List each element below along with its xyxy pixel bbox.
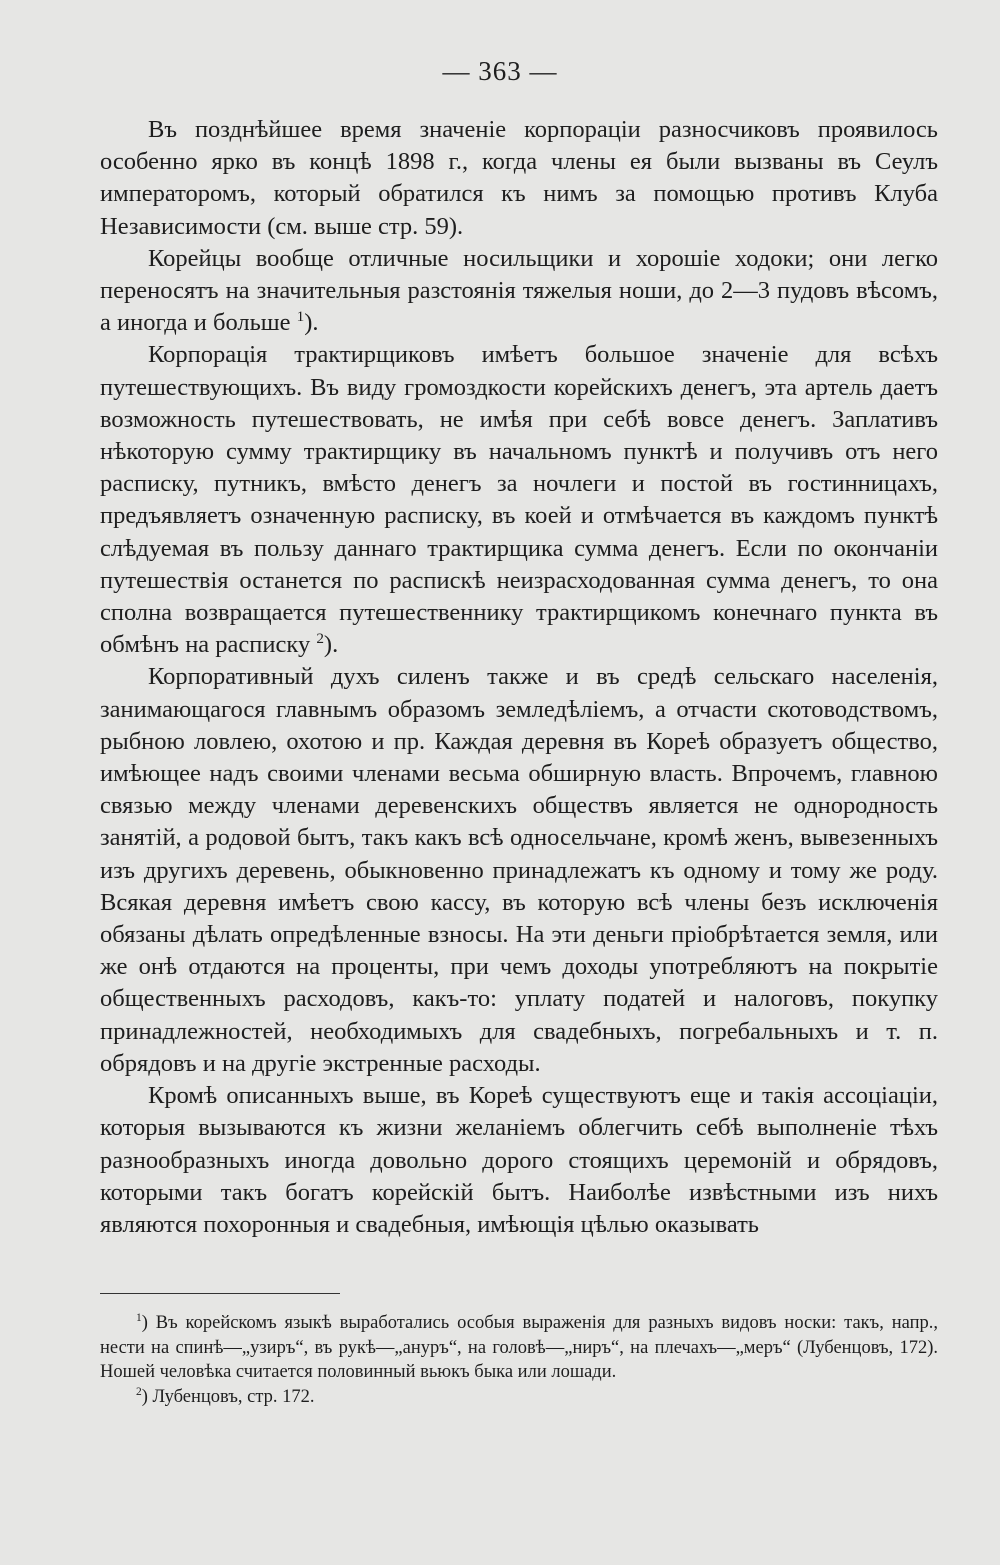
paragraph-tail: ).	[304, 309, 319, 337]
paragraph-tail: ).	[323, 631, 339, 659]
paragraph-1	[100, 114, 938, 243]
footnote-text: ) Лубенцовъ, стр. 172.	[141, 1386, 315, 1407]
footnote-2	[100, 1385, 938, 1410]
main-text	[100, 114, 938, 1241]
paragraph-text: Въ позднѣйшее время значеніе корпораціи разносчиковъ проявилось особенно ярко въ концѣ 1898 г., когда члены ея были вызваны въ Сеулъ императоромъ, который обратился къ нимъ за помощью противъ Клуба Независимости (см. выше стр. 59).	[100, 116, 938, 240]
paragraph-text: Корейцы вообще отличные носильщики и хорошіе ходоки; они легко переносятъ на значительныя разстоянія тяжелыя ноши, до 2—3 пудовъ вѣсомъ, а иногда и больше	[100, 244, 938, 337]
paragraph-4	[100, 661, 938, 1080]
paragraph-text: Кромѣ описанныхъ выше, въ Кореѣ существуютъ еще и такія ассоціаціи, которыя вызываются къ жизни желаніемъ облегчить себѣ выполненіе тѣхъ разнообразныхъ иногда довольно дорого стоящихъ церемоній и обрядовъ, которыми такъ богатъ корейскій бытъ. Наиболѣе извѣстными изъ нихъ являются похоронныя и свадебныя, имѣющія цѣлью оказывать	[100, 1082, 938, 1238]
footnote-mark: 2	[136, 1385, 142, 1398]
footnote-text: ) Въ корейскомъ языкѣ выработались особыя выраженія для разныхъ видовъ носки: такъ, напр., нести на спинѣ—„узиръ“, въ рукѣ—„ануръ“, на головѣ—„ниръ“, на плечахъ—„меръ“ (Лубенцовъ, 172). Ношей человѣка считается половинный вьюкъ быка или лошади.	[100, 1313, 938, 1382]
footnotes	[100, 1311, 938, 1409]
footnote-1	[100, 1311, 938, 1385]
page-number: — 363 —	[442, 56, 558, 86]
paragraph-text: Корпоративный духъ силенъ также и въ средѣ сельскаго населенія, занимающагося главнымъ образомъ земледѣліемъ, а отчасти скотоводствомъ, рыбною ловлею, охотою и пр. Каждая деревня въ Кореѣ образуетъ общество, имѣющее надъ своими членами весьма обширную власть. Впрочемъ, главною связью между членами деревенскихъ обществъ является не однородность занятій, а родовой бытъ, такъ какъ всѣ односельчане, кромѣ женъ, вывезенныхъ изъ другихъ деревень, обыкновенно принадлежатъ къ одному и тому же роду. Всякая деревня имѣетъ свою кассу, въ которую всѣ члены безъ исключенія обязаны дѣлать опредѣленные взносы. На эти деньги пріобрѣтается земля, или же онѣ отдаются на проценты, при чемъ доходы употребляютъ на покрытіе общественныхъ расходовъ, какъ-то: уплату податей и налоговъ, покупку принадлежностей, необходимыхъ для свадебныхъ, погребальныхъ и т. п. обрядовъ и на другіе экстренные расходы.	[100, 663, 938, 1077]
paragraph-3	[100, 339, 938, 661]
footnote-mark: 1	[136, 1311, 142, 1324]
footnote-reference: 2	[316, 630, 324, 648]
paragraph-5	[100, 1080, 938, 1241]
footnote-reference: 1	[296, 308, 305, 326]
paragraph-2	[100, 243, 938, 340]
paragraph-text: Корпорація трактирщиковъ имѣетъ большое значеніе для всѣхъ путешествующихъ. Въ виду громоздкости корейскихъ денегъ, эта артель даетъ возможность путешествовать, не имѣя при себѣ вовсе денегъ. Заплативъ нѣкоторую сумму трактирщику въ начальномъ пунктѣ и получивъ отъ него расписку, путникъ, вмѣсто денегъ за ночлеги и постой въ гостинницахъ, предъявляетъ означенную расписку, въ коей и отмѣчается въ каждомъ пунктѣ слѣдуемая въ пользу даннаго трактирщика сумма денегъ. Если по окончаніи путешествія останется по распискѣ неизрасходованная сумма денегъ, то она сполна возвращается путешественнику трактирщикомъ конечнаго пункта въ обмѣнъ на расписку	[100, 341, 938, 659]
footnote-divider	[100, 1293, 340, 1294]
